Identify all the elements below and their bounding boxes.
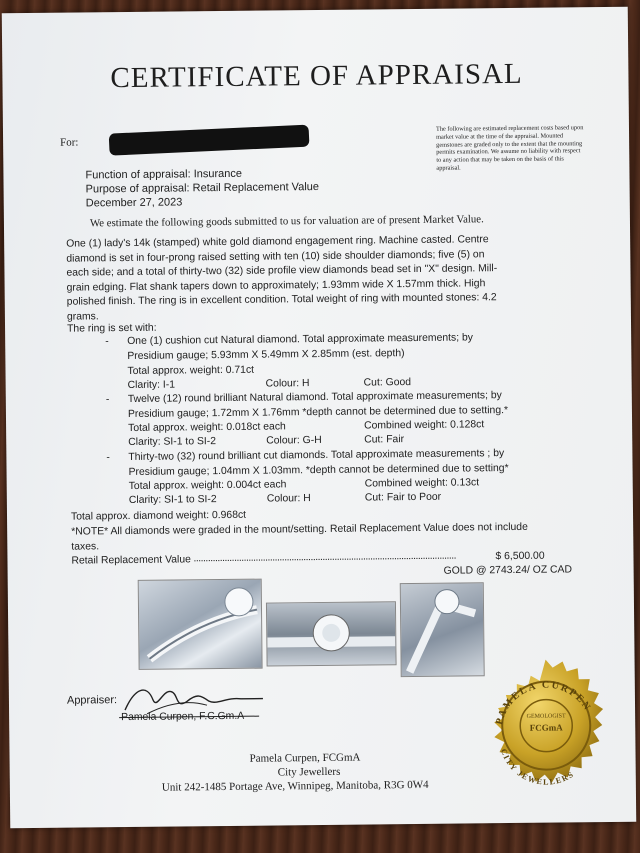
ring-side-illustration <box>139 580 262 669</box>
ring-photo-top <box>266 601 397 666</box>
function-line: Function of appraisal: Insurance <box>85 167 243 182</box>
stone-3-cut: Cut: Fair to Poor <box>364 491 442 504</box>
stone-3-description <box>128 447 508 480</box>
ring-photo-side <box>138 579 263 670</box>
stone-2-combined: Combined weight: 0.128ct <box>364 419 485 432</box>
description-line: grams. <box>66 311 99 323</box>
description-line: each side; and a total of thirty-two (32) side profile view diamonds bead set in "X" design. Mill- <box>66 263 498 279</box>
total-diamond-weight: Total approx. diamond weight: 0.968ct <box>70 509 247 523</box>
rrv-value: $ 6,500.00 <box>495 550 545 563</box>
gold-price: GOLD @ 2743.24/ OZ CAD <box>443 564 573 577</box>
seal-inner-text: GEMOLOGIST <box>526 713 566 720</box>
ring-description <box>66 233 498 325</box>
stone-2-clarity: Clarity: SI-1 to SI-2 <box>128 436 217 448</box>
rrv-leader-dots: .............................................................................................................. <box>193 550 457 565</box>
for-label: For: <box>60 136 79 149</box>
appraiser-label: Appraiser: <box>66 694 118 707</box>
footer-name: Pamela Curpen, FCGmA <box>249 751 361 765</box>
seal-middle-text: FCGmA <box>529 722 563 733</box>
intro-text: We estimate the following goods submitted to us for valuation are of present Market Value. <box>89 213 484 230</box>
note-line: *NOTE* All diamonds were graded in the mount/setting. Retail Replacement Value does not include <box>71 521 528 538</box>
stone-line: Twelve (12) round brilliant Natural diamond. Total approximate measurements; by <box>127 390 502 406</box>
stone-2-colour: Colour: G-H <box>266 434 322 447</box>
appraisal-date: December 27, 2023 <box>85 196 183 210</box>
ring-top-illustration <box>267 602 396 665</box>
certificate-title: CERTIFICATE OF APPRAISAL <box>110 57 523 95</box>
stone-line: Presidium gauge; 1.72mm X 1.76mm *depth cannot be determined due to setting.* <box>127 404 509 420</box>
description-line: diamond is set in four-prong raised setting with ten (10) side shoulder diamonds; five (5) on <box>66 248 485 265</box>
appraisal-certificate <box>2 7 637 829</box>
stone-bullet: - <box>105 394 110 406</box>
stone-bullet: - <box>106 452 110 464</box>
footer-address: Unit 242-1485 Portage Ave, Winnipeg, Manitoba, R3G 0W4 <box>161 778 429 794</box>
seal-bottom-textpath: CITY JEWELLERS <box>498 747 576 787</box>
description-line: grain edging. Flat shank tapers down to approximately; 1.93mm wide X 1.57mm thick. High <box>66 278 486 294</box>
redacted-name <box>109 125 310 156</box>
stone-3-colour: Colour: H <box>266 493 311 505</box>
description-line: polished finish. The ring is in excellent condition. Total weight of ring with mounted stones: 4.2 <box>66 292 497 309</box>
purpose-line: Purpose of appraisal: Retail Replacement Value <box>85 180 320 196</box>
stone-2-cut: Cut: Fair <box>364 434 405 446</box>
stone-1-cut: Cut: Good <box>363 377 412 389</box>
stone-1-description <box>127 331 473 364</box>
stone-bullet: - <box>105 336 109 348</box>
note-line: taxes. <box>71 540 100 553</box>
appraiser-name: Pamela Curpen, F.C.Gm.A <box>121 710 245 724</box>
footer-company: City Jewellers <box>277 765 341 779</box>
stone-3-clarity: Clarity: SI-1 to SI-2 <box>128 494 217 506</box>
stone-line: Presidium gauge; 5.93mm X 5.49mm X 2.85mm (est. depth) <box>127 347 405 362</box>
rrv-label: Retail Replacement Value <box>71 554 191 567</box>
stone-3-combined: Combined weight: 0.13ct <box>364 477 480 490</box>
gold-seal <box>471 657 623 809</box>
ring-set-with-label: The ring is set with: <box>67 322 157 335</box>
description-line: One (1) lady's 14k (stamped) white gold diamond engagement ring. Machine casted. Centre <box>66 234 489 250</box>
stone-2-weight: Total approx. weight: 0.018ct each <box>128 421 286 434</box>
stone-line: Presidium gauge; 1.04mm X 1.03mm. *depth cannot be determined due to setting* <box>128 462 509 478</box>
stone-1-colour: Colour: H <box>265 378 310 390</box>
stone-1-clarity: Clarity: I-1 <box>127 379 176 392</box>
stone-1-weight: Total approx. weight: 0.71ct <box>127 364 255 378</box>
disclaimer-text: The following are estimated replacement costs based upon market value at the time of the appraisal. Mounted gemstones are graded only to the extent that the mounting permits examination. We assume no liability with respect to any action that may be taken on the basis of this appraisal. <box>435 124 584 172</box>
seal-outer-textpath: PAMELA CURPEN <box>494 679 594 726</box>
stone-line: One (1) cushion cut Natural diamond. Total approximate measurements; by <box>127 332 473 348</box>
stone-2-description <box>128 389 508 422</box>
stone-3-weight: Total approx. weight: 0.004ct each <box>128 479 287 492</box>
stone-line: Thirty-two (32) round brilliant cut diamonds. Total approximate measurements ; by <box>128 448 505 463</box>
